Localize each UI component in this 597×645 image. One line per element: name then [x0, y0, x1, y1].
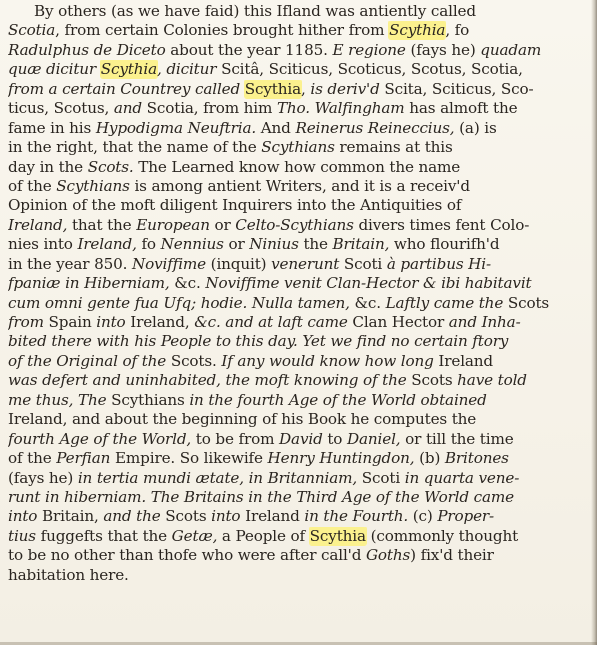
text-line — [8, 449, 584, 468]
text-run: about the year 1185. — [165, 40, 333, 59]
text-run: (inquit) — [206, 254, 272, 273]
italic-text: Goths — [365, 546, 411, 565]
text-run: (c) — [408, 507, 438, 526]
italic-text: à partibus Hi- — [386, 254, 491, 273]
italic-text: into — [96, 313, 126, 331]
text-line — [8, 546, 584, 565]
italic-text: Getæ, — [171, 526, 218, 545]
italic-text: venerunt — [271, 254, 340, 273]
text-run: who flourifh'd — [389, 235, 500, 254]
text-run: in the year 850. — [8, 254, 132, 273]
text-run: &c. — [169, 274, 206, 293]
text-line — [8, 255, 584, 274]
italic-text: Scythians — [56, 176, 130, 195]
italic-text: me thus, The — [8, 390, 107, 409]
text-line — [8, 274, 584, 293]
scan-edge-shadow — [591, 0, 597, 645]
highlighted-word: Scythia — [244, 79, 302, 98]
text-line — [8, 2, 584, 21]
italic-text: Noviffime venit Clan-Hector & ibi habitavit — [205, 274, 532, 293]
text-line — [8, 99, 584, 118]
text-run: fo — [136, 235, 161, 254]
italic-text: and — [113, 99, 142, 118]
italic-text: Celto-Scythians — [235, 215, 354, 234]
italic-text: Ireland, — [8, 215, 68, 234]
italic-text: is deriv'd — [310, 79, 380, 98]
text-run: ticus, Scotus, — [8, 99, 114, 118]
italic-text: Scots. — [87, 157, 134, 176]
text-run: is among antient Writers, and it is a receiv'd — [129, 176, 470, 195]
italic-text: from a certain Countrey called — [8, 79, 245, 98]
italic-text: runt in hiberniam. The Britains in the Third Age of the World came — [8, 487, 514, 506]
text-line — [8, 430, 584, 449]
italic-text: Reinerus Reineccius, — [295, 118, 455, 137]
italic-text: and Inha- — [448, 313, 521, 331]
italic-text: in quarta vene- — [404, 468, 520, 487]
italic-text: Nulla tamen, — [251, 293, 350, 312]
text-run: or — [209, 215, 236, 234]
italic-text: quadam — [480, 40, 542, 59]
text-line — [8, 527, 584, 546]
italic-text: Ireland, — [77, 235, 137, 254]
text-run: Ireland — [433, 351, 494, 370]
italic-text: &c. and at laft came — [194, 313, 348, 331]
text-run: that the — [67, 215, 137, 234]
italic-text: fourth Age of the World, — [8, 429, 192, 448]
text-line — [8, 158, 584, 177]
text-run: or — [223, 235, 250, 254]
text-line — [8, 177, 584, 196]
text-run: in the right, that the name of the — [8, 138, 262, 157]
text-line — [8, 60, 584, 79]
text-line — [8, 80, 584, 99]
italic-text: was defert and uninhabited, the moft knowing of the — [8, 371, 407, 390]
text-run: Ireland, and about the beginning of his Book he computes the — [8, 410, 477, 429]
text-run: or till the time — [400, 429, 514, 448]
italic-text: Britones — [444, 449, 509, 468]
text-run: Scots — [160, 507, 212, 526]
text-line — [8, 196, 584, 215]
text-run: a People of — [217, 526, 310, 545]
text-run: The Learned know how common the name — [133, 157, 461, 176]
italic-text: Henry Huntingdon, — [267, 449, 415, 468]
text-run: (fays he) — [405, 40, 481, 59]
text-line — [8, 391, 584, 410]
highlighted-word: Scythia — [309, 526, 366, 545]
text-line — [8, 410, 584, 429]
text-line — [8, 566, 584, 585]
italic-text: cum omni gente fua Ufq; hodie. — [8, 293, 248, 312]
text-run: Scoti — [357, 468, 405, 487]
italic-text: David — [279, 429, 323, 448]
italic-text: from — [8, 313, 44, 331]
text-line — [8, 332, 584, 351]
italic-text: Nennius — [160, 235, 224, 254]
italic-text: of the Original of the — [8, 351, 167, 370]
text-line — [8, 119, 584, 138]
text-run: Spain — [43, 313, 97, 331]
text-run: to be no other than thofe who were after call'd — [8, 546, 366, 565]
text-line — [8, 488, 584, 507]
text-run: Scots. — [166, 351, 222, 370]
italic-text: in tertia mundi ætate, in Britanniam, — [77, 468, 358, 487]
text-run: Britain, — [37, 507, 104, 526]
text-run: day in the — [8, 157, 88, 176]
italic-text: Hypodigma Neuftria. — [95, 118, 257, 137]
text-run: habitation here. — [8, 565, 129, 584]
highlighted-word: Scythia — [389, 21, 446, 40]
text-run: Scoti — [339, 254, 387, 273]
highlighted-word: Scythia — [100, 60, 157, 79]
text-run: Ireland, — [125, 313, 195, 331]
text-line — [8, 313, 584, 332]
text-line — [8, 21, 584, 40]
italic-text: Britain, — [332, 235, 390, 254]
text-run: , fo — [445, 21, 470, 40]
italic-text: Radulphus de Diceto — [8, 40, 166, 59]
text-line — [8, 371, 584, 390]
italic-text: fpaniæ in Hiberniam, — [8, 274, 170, 293]
text-run: Clan Hector — [347, 313, 449, 331]
italic-text: Scotia — [8, 21, 56, 40]
text-run: the — [298, 235, 333, 254]
text-run: (fays he) — [8, 468, 78, 487]
text-run: remains at this — [334, 138, 453, 157]
italic-text: , dicitur — [156, 60, 217, 79]
italic-text: and the — [103, 507, 161, 526]
text-run: Opinion of the moft diligent Inquirers into the Antiquities of — [8, 196, 462, 215]
text-run: (b) — [414, 449, 445, 468]
text-line — [8, 507, 584, 526]
text-run: Scots — [503, 293, 550, 312]
italic-text: European — [136, 215, 210, 234]
italic-text: tius — [8, 526, 36, 545]
text-run: Scotia, from him — [141, 99, 277, 118]
text-run: to be from — [191, 429, 280, 448]
text-run: to — [322, 429, 347, 448]
italic-text: into — [8, 507, 38, 526]
paragraph — [8, 2, 584, 585]
text-run: fame in his — [8, 118, 96, 137]
italic-text: quæ dicitur — [8, 60, 101, 79]
text-line — [8, 216, 584, 235]
text-line — [8, 235, 584, 254]
italic-text: have told — [457, 371, 527, 390]
text-run: has almoft the — [404, 99, 518, 118]
italic-text: in the fourth Age of the World obtained — [189, 390, 487, 409]
text-run: , — [301, 79, 311, 98]
text-line — [8, 352, 584, 371]
italic-text: Proper- — [437, 507, 495, 526]
text-run: ) fix'd their — [410, 546, 494, 565]
text-run: Ireland — [240, 507, 305, 526]
text-run: , from certain Colonies brought hither from — [55, 21, 390, 40]
text-run: Scitâ, Sciticus, Scoticus, Scotus, Scotia, — [216, 60, 523, 79]
text-run: of the — [8, 449, 57, 468]
text-line — [8, 294, 584, 313]
text-run: (commonly thought — [365, 526, 519, 545]
italic-text: Perfian — [56, 449, 111, 468]
italic-text: Tho. Walfingham — [276, 99, 405, 118]
text-run: By others (as we have faid) this Ifland was antiently called — [34, 2, 476, 20]
italic-text: Ninius — [249, 235, 299, 254]
text-run: of the — [8, 176, 57, 195]
text-run: fuggefts that the — [35, 526, 172, 545]
text-line — [8, 41, 584, 60]
italic-text: into — [211, 507, 241, 526]
text-run: Scots — [406, 371, 458, 390]
italic-text: Daniel, — [346, 429, 401, 448]
italic-text: If any would know how long — [221, 351, 434, 370]
italic-text: bited there with his People to this day. Yet we find no certain ftory — [8, 332, 509, 351]
text-run: (a) is — [454, 118, 497, 137]
italic-text: Laftly came the — [385, 293, 504, 312]
text-line — [8, 469, 584, 488]
italic-text: E regione — [332, 40, 406, 59]
text-run: &c. — [349, 293, 386, 312]
text-run: Empire. So likewife — [110, 449, 268, 468]
text-run: Scythians — [106, 390, 190, 409]
text-line — [8, 138, 584, 157]
italic-text: in the Fourth. — [304, 507, 409, 526]
italic-text: Noviffime — [131, 254, 206, 273]
text-run: And — [256, 118, 296, 137]
italic-text: Scythians — [261, 138, 335, 157]
text-run: divers times fent Colo- — [353, 215, 530, 234]
text-run: nies into — [8, 235, 78, 254]
text-run: Scita, Sciticus, Sco- — [379, 79, 534, 98]
